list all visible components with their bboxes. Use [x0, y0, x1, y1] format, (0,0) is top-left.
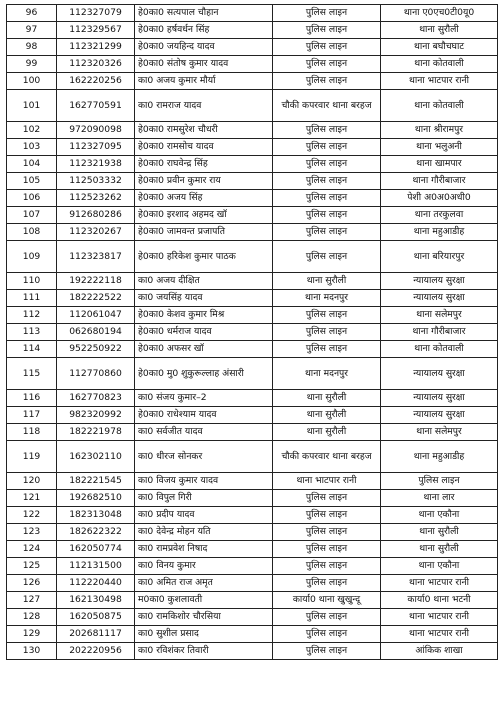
new-posting-cell: थाना सलेमपुर [381, 307, 498, 324]
pno-number-cell: 112329567 [57, 22, 135, 39]
current-posting-cell: पुलिस लाइन [273, 524, 381, 541]
table-row [7, 441, 498, 473]
table-row [7, 592, 498, 609]
employee-name-cell: का0 विजय कुमार यादव [135, 473, 273, 490]
employee-name-cell: का0 अजय कुमार मौर्या [135, 73, 273, 90]
pno-number-cell: 112061047 [57, 307, 135, 324]
current-posting-cell: पुलिस लाइन [273, 156, 381, 173]
current-posting-cell: पुलिस लाइन [273, 558, 381, 575]
serial-number-cell: 118 [7, 424, 57, 441]
current-posting-cell: पुलिस लाइन [273, 541, 381, 558]
table-row [7, 22, 498, 39]
serial-number-cell: 115 [7, 358, 57, 390]
serial-number-cell: 128 [7, 609, 57, 626]
serial-number-cell: 109 [7, 241, 57, 273]
employee-name-cell: हे0का0 जयहिन्द यादव [135, 39, 273, 56]
new-posting-cell: थाना भाटपार रानी [381, 609, 498, 626]
current-posting-cell: थाना मदनपुर [273, 358, 381, 390]
table-row [7, 290, 498, 307]
table-row [7, 341, 498, 358]
serial-number-cell: 107 [7, 207, 57, 224]
current-posting-cell: थाना सुरौली [273, 273, 381, 290]
serial-number-cell: 119 [7, 441, 57, 473]
employee-name-cell: का0 रामराज यादव [135, 90, 273, 122]
current-posting-cell: पुलिस लाइन [273, 241, 381, 273]
new-posting-cell: थाना कोतवाली [381, 90, 498, 122]
current-posting-cell: पुलिस लाइन [273, 39, 381, 56]
serial-number-cell: 124 [7, 541, 57, 558]
new-posting-cell: थाना भलुअनी [381, 139, 498, 156]
pno-number-cell: 982320992 [57, 407, 135, 424]
employee-name-cell: का0 सर्वजीत यादव [135, 424, 273, 441]
serial-number-cell: 101 [7, 90, 57, 122]
new-posting-cell: थाना भाटपार रानी [381, 73, 498, 90]
employee-name-cell: का0 धीरज सोनकर [135, 441, 273, 473]
new-posting-cell: थाना ए0एच0टी0यू0 [381, 5, 498, 22]
current-posting-cell: पुलिस लाइन [273, 575, 381, 592]
table-body [7, 5, 498, 660]
employee-name-cell: का0 अजय दीक्षित [135, 273, 273, 290]
pno-number-cell: 112327095 [57, 139, 135, 156]
table-row [7, 156, 498, 173]
table-row [7, 643, 498, 660]
transfer-list-table [6, 4, 498, 660]
pno-number-cell: 182313048 [57, 507, 135, 524]
current-posting-cell: पुलिस लाइन [273, 56, 381, 73]
serial-number-cell: 97 [7, 22, 57, 39]
table-row [7, 273, 498, 290]
pno-number-cell: 162050875 [57, 609, 135, 626]
employee-name-cell: हे0का0 हरिकेश कुमार पाठक [135, 241, 273, 273]
pno-number-cell: 162220256 [57, 73, 135, 90]
new-posting-cell: थाना श्रीरामपुर [381, 122, 498, 139]
new-posting-cell: पेशी अ0अ0अधी0 [381, 190, 498, 207]
new-posting-cell: थाना सलेमपुर [381, 424, 498, 441]
serial-number-cell: 110 [7, 273, 57, 290]
employee-name-cell: हे0का0 मु0 शुकुरूल्लाह अंसारी [135, 358, 273, 390]
new-posting-cell: थाना बरियारपुर [381, 241, 498, 273]
employee-name-cell: हे0का0 प्रवीन कुमार राय [135, 173, 273, 190]
new-posting-cell: थाना भाटपार रानी [381, 575, 498, 592]
current-posting-cell: थाना सुरौली [273, 407, 381, 424]
employee-name-cell: हे0का0 राधेश्याम यादव [135, 407, 273, 424]
employee-name-cell: हे0का0 रामसुरेश चौधरी [135, 122, 273, 139]
current-posting-cell: पुलिस लाइन [273, 507, 381, 524]
current-posting-cell: पुलिस लाइन [273, 22, 381, 39]
table-row [7, 39, 498, 56]
employee-name-cell: हे0का0 राघवेन्द्र सिंह [135, 156, 273, 173]
table-row [7, 5, 498, 22]
employee-name-cell: का0 संजय कुमार–2 [135, 390, 273, 407]
current-posting-cell: पुलिस लाइन [273, 307, 381, 324]
serial-number-cell: 98 [7, 39, 57, 56]
employee-name-cell: हे0का0 इरशाद अहमद खॉ [135, 207, 273, 224]
new-posting-cell: थाना गौरीबाजार [381, 173, 498, 190]
pno-number-cell: 202220956 [57, 643, 135, 660]
table-row [7, 358, 498, 390]
current-posting-cell: थाना सुरौली [273, 424, 381, 441]
current-posting-cell: पुलिस लाइन [273, 609, 381, 626]
new-posting-cell: थाना सुरौली [381, 22, 498, 39]
new-posting-cell: थाना महुआडीह [381, 441, 498, 473]
serial-number-cell: 123 [7, 524, 57, 541]
pno-number-cell: 162130498 [57, 592, 135, 609]
current-posting-cell: थाना सुरौली [273, 390, 381, 407]
table-row [7, 224, 498, 241]
pno-number-cell: 182221978 [57, 424, 135, 441]
serial-number-cell: 104 [7, 156, 57, 173]
table-row [7, 524, 498, 541]
table-row [7, 207, 498, 224]
new-posting-cell: थाना महुआडीह [381, 224, 498, 241]
serial-number-cell: 112 [7, 307, 57, 324]
employee-name-cell: का0 विनय कुमार [135, 558, 273, 575]
table-row [7, 324, 498, 341]
table-row [7, 122, 498, 139]
serial-number-cell: 117 [7, 407, 57, 424]
serial-number-cell: 99 [7, 56, 57, 73]
serial-number-cell: 114 [7, 341, 57, 358]
table-row [7, 241, 498, 273]
pno-number-cell: 112220440 [57, 575, 135, 592]
serial-number-cell: 106 [7, 190, 57, 207]
serial-number-cell: 102 [7, 122, 57, 139]
table-row [7, 307, 498, 324]
table-row [7, 541, 498, 558]
new-posting-cell: पुलिस लाइन [381, 473, 498, 490]
table-row [7, 473, 498, 490]
employee-name-cell: का0 देवेन्द्र मोहन यति [135, 524, 273, 541]
serial-number-cell: 127 [7, 592, 57, 609]
pno-number-cell: 062680194 [57, 324, 135, 341]
pno-number-cell: 912680286 [57, 207, 135, 224]
table-row [7, 390, 498, 407]
pno-number-cell: 162050774 [57, 541, 135, 558]
current-posting-cell: पुलिस लाइन [273, 224, 381, 241]
pno-number-cell: 112321299 [57, 39, 135, 56]
table-row [7, 424, 498, 441]
pno-number-cell: 192222118 [57, 273, 135, 290]
table-row [7, 507, 498, 524]
serial-number-cell: 113 [7, 324, 57, 341]
employee-name-cell: का0 रविशंकर तिवारी [135, 643, 273, 660]
employee-name-cell: हे0का0 धर्मराज यादव [135, 324, 273, 341]
new-posting-cell: कार्या0 थाना भटनी [381, 592, 498, 609]
pno-number-cell: 182222522 [57, 290, 135, 307]
pno-number-cell: 112321938 [57, 156, 135, 173]
new-posting-cell: न्यायालय सुरक्षा [381, 358, 498, 390]
table-row [7, 56, 498, 73]
pno-number-cell: 112770860 [57, 358, 135, 390]
serial-number-cell: 120 [7, 473, 57, 490]
table-row [7, 73, 498, 90]
serial-number-cell: 129 [7, 626, 57, 643]
serial-number-cell: 103 [7, 139, 57, 156]
serial-number-cell: 108 [7, 224, 57, 241]
new-posting-cell: थाना कोतवाली [381, 56, 498, 73]
pno-number-cell: 182221545 [57, 473, 135, 490]
new-posting-cell: न्यायालय सुरक्षा [381, 407, 498, 424]
pno-number-cell: 192682510 [57, 490, 135, 507]
employee-name-cell: हे0का0 अफसर खॉ [135, 341, 273, 358]
new-posting-cell: थाना भाटपार रानी [381, 626, 498, 643]
table-row [7, 626, 498, 643]
current-posting-cell: थाना मदनपुर [273, 290, 381, 307]
table-row [7, 190, 498, 207]
pno-number-cell: 162770823 [57, 390, 135, 407]
current-posting-cell: पुलिस लाइन [273, 207, 381, 224]
new-posting-cell: थाना सुरौली [381, 524, 498, 541]
table-row [7, 558, 498, 575]
current-posting-cell: पुलिस लाइन [273, 643, 381, 660]
new-posting-cell: न्यायालय सुरक्षा [381, 273, 498, 290]
new-posting-cell: थाना तरकुलवा [381, 207, 498, 224]
serial-number-cell: 116 [7, 390, 57, 407]
serial-number-cell: 125 [7, 558, 57, 575]
employee-name-cell: हे0का0 अजय सिंह [135, 190, 273, 207]
pno-number-cell: 112131500 [57, 558, 135, 575]
pno-number-cell: 202681117 [57, 626, 135, 643]
serial-number-cell: 126 [7, 575, 57, 592]
pno-number-cell: 112503332 [57, 173, 135, 190]
pno-number-cell: 972090098 [57, 122, 135, 139]
serial-number-cell: 100 [7, 73, 57, 90]
employee-name-cell: का0 विपुल गिरी [135, 490, 273, 507]
pno-number-cell: 162770591 [57, 90, 135, 122]
employee-name-cell: का0 जयसिंह यादव [135, 290, 273, 307]
serial-number-cell: 105 [7, 173, 57, 190]
current-posting-cell: कार्या0 थाना खुखुन्दू [273, 592, 381, 609]
current-posting-cell: पुलिस लाइन [273, 490, 381, 507]
pno-number-cell: 112327079 [57, 5, 135, 22]
pno-number-cell: 112320326 [57, 56, 135, 73]
employee-name-cell: हे0का0 केशव कुमार मिश्र [135, 307, 273, 324]
employee-name-cell: का0 रामकिशोर चौरसिया [135, 609, 273, 626]
table-row [7, 173, 498, 190]
new-posting-cell: न्यायालय सुरक्षा [381, 290, 498, 307]
current-posting-cell: थाना भाटपार रानी [273, 473, 381, 490]
table-row [7, 490, 498, 507]
employee-name-cell: का0 सुशील प्रसाद [135, 626, 273, 643]
employee-name-cell: हे0का0 हर्षवर्धन सिंह [135, 22, 273, 39]
serial-number-cell: 96 [7, 5, 57, 22]
new-posting-cell: थाना गौरीबाजार [381, 324, 498, 341]
employee-name-cell: हे0का0 सत्यपाल चौहान [135, 5, 273, 22]
table-row [7, 90, 498, 122]
employee-name-cell: का0 प्रदीप यादव [135, 507, 273, 524]
new-posting-cell: थाना लार [381, 490, 498, 507]
employee-name-cell: का0 अमित राज अमृत [135, 575, 273, 592]
employee-name-cell: हे0का0 जामवन्त प्रजापति [135, 224, 273, 241]
new-posting-cell: थाना कोतवाली [381, 341, 498, 358]
current-posting-cell: पुलिस लाइन [273, 190, 381, 207]
table-row [7, 575, 498, 592]
current-posting-cell: पुलिस लाइन [273, 73, 381, 90]
pno-number-cell: 182622322 [57, 524, 135, 541]
employee-name-cell: हे0का0 रामसोच यादव [135, 139, 273, 156]
serial-number-cell: 122 [7, 507, 57, 524]
table-row [7, 609, 498, 626]
current-posting-cell: चौकी कपरवार थाना बरहज [273, 90, 381, 122]
current-posting-cell: पुलिस लाइन [273, 139, 381, 156]
new-posting-cell: थाना बघौचघाट [381, 39, 498, 56]
new-posting-cell: थाना खामपार [381, 156, 498, 173]
new-posting-cell: थाना एकौना [381, 558, 498, 575]
serial-number-cell: 130 [7, 643, 57, 660]
table-row [7, 139, 498, 156]
pno-number-cell: 162302110 [57, 441, 135, 473]
pno-number-cell: 112323817 [57, 241, 135, 273]
serial-number-cell: 121 [7, 490, 57, 507]
new-posting-cell: थाना एकौना [381, 507, 498, 524]
table-row [7, 407, 498, 424]
current-posting-cell: पुलिस लाइन [273, 626, 381, 643]
employee-name-cell: का0 रामप्रवेश निषाद [135, 541, 273, 558]
employee-name-cell: हे0का0 संतोष कुमार यादव [135, 56, 273, 73]
current-posting-cell: पुलिस लाइन [273, 173, 381, 190]
new-posting-cell: न्यायालय सुरक्षा [381, 390, 498, 407]
pno-number-cell: 112320267 [57, 224, 135, 241]
current-posting-cell: पुलिस लाइन [273, 5, 381, 22]
current-posting-cell: पुलिस लाइन [273, 341, 381, 358]
pno-number-cell: 112523262 [57, 190, 135, 207]
new-posting-cell: थाना सुरौली [381, 541, 498, 558]
current-posting-cell: चौकी कपरवार थाना बरहज [273, 441, 381, 473]
new-posting-cell: आंकिक शाखा [381, 643, 498, 660]
pno-number-cell: 952250922 [57, 341, 135, 358]
serial-number-cell: 111 [7, 290, 57, 307]
current-posting-cell: पुलिस लाइन [273, 324, 381, 341]
current-posting-cell: पुलिस लाइन [273, 122, 381, 139]
employee-name-cell: म0का0 कुशलावती [135, 592, 273, 609]
